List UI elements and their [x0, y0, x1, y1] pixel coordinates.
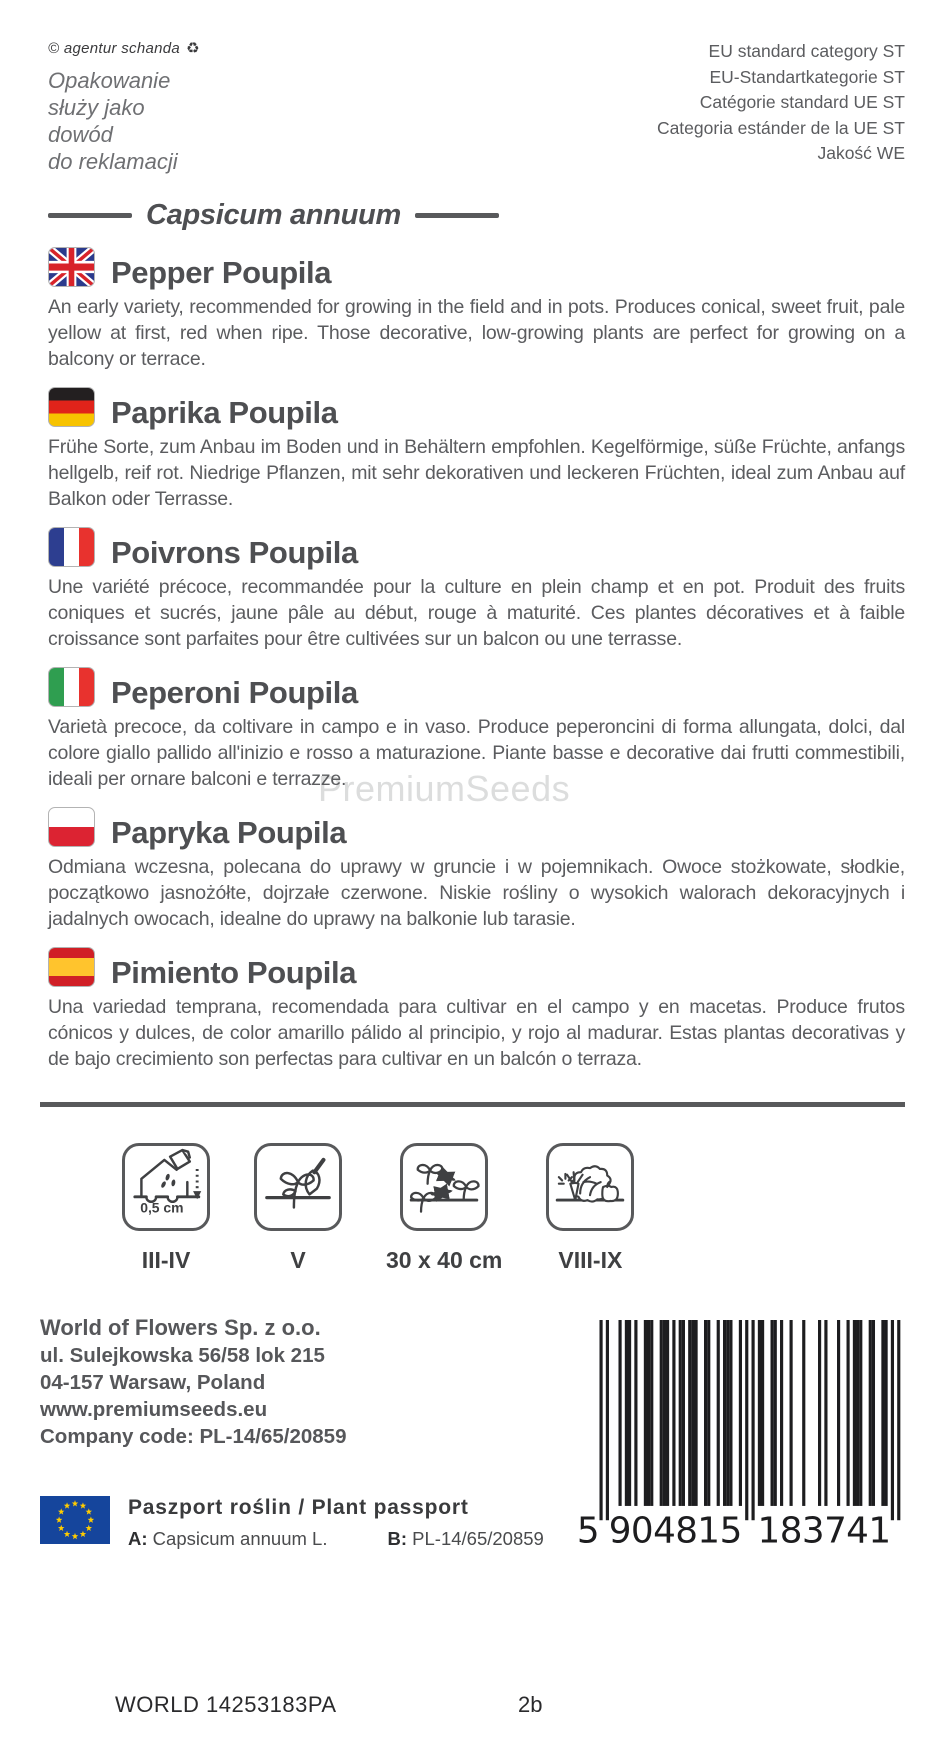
- section-divider: [40, 1102, 905, 1107]
- watermark: PremiumSeeds: [318, 768, 571, 809]
- svg-text:9: 9: [608, 1510, 632, 1552]
- variety-title-it: Peperoni Poupila: [111, 674, 358, 710]
- svg-text:1: 1: [697, 1510, 721, 1552]
- pictogram-spacing: [386, 1143, 502, 1274]
- species-name: Capsicum annuum: [146, 199, 401, 231]
- section-heading-row: [48, 947, 905, 990]
- ean13-barcode: [577, 1320, 907, 1565]
- species-header: [48, 199, 945, 232]
- bottom-block: [40, 1314, 907, 1565]
- company-website: www.premiumseeds.eu: [40, 1398, 268, 1421]
- uk-flag-icon: [48, 247, 95, 287]
- pictogram-harvest: [546, 1143, 634, 1274]
- pictogram-sowing: [122, 1143, 210, 1274]
- footer-batch-code: WORLD 14253183PA: [115, 1692, 337, 1717]
- passport-b: [387, 1528, 543, 1550]
- france-flag-icon: [48, 527, 95, 567]
- variety-description-es: Una variedad temprana, recomendada para cultivar en el campo y en macetas. Produce frutos cónicos y dulces, de color amarillo pálido al principio, y rojo al madurar. Estas plantas decorativas y de bajo crecimiento son perfectas para cultivar en un balcón o terraza.: [48, 996, 905, 1070]
- footer: [0, 1692, 945, 1722]
- spacing-value-label: 30 x 40 cm: [386, 1247, 503, 1273]
- variety-description-it: Varietà precoce, da coltivare in campo e in vaso. Produce peperoncini di forma allungata, dolci, dal colore giallo pallido all'inizio e rosso a maturazione. Piante basse e decorative dai frutti commestibili, ideali per ornare balconi e terrazze.: [48, 716, 905, 790]
- section-heading-row: [48, 667, 905, 710]
- variety-description-en: An early variety, recommended for growing in the field and in pots. Produces conical, sweet fruit, pale yellow at first, red when ripe. Those decorative, low-growing plants are perfect for growing on a balcony or terrace.: [48, 296, 905, 370]
- svg-text:4: 4: [653, 1510, 676, 1552]
- variety-description-de: Frühe Sorte, zum Anbau im Boden und in Behältern empfohlen. Kegelförmige, süße Früchte, anfangs hellgelb, reif rot. Niedrige Pflanzen, mit sehr dekorativen und leckeren Früchten, ideal zum Anbau auf Balkon oder Terrasse.: [48, 436, 905, 510]
- section-heading-row: [48, 387, 905, 430]
- claim-line: Opakowanie: [48, 68, 171, 93]
- eu-category-line: Categoria estánder de la UE ST: [656, 117, 905, 138]
- flower-photo-strip: [0, 0, 945, 27]
- variety-title-pl: Papryka Poupila: [111, 814, 347, 850]
- variety-title-fr: Poivrons Poupila: [111, 534, 358, 570]
- section-heading-row: [48, 527, 905, 570]
- passport-a: [128, 1528, 327, 1550]
- svg-text:7: 7: [824, 1510, 847, 1552]
- svg-text:5: 5: [719, 1510, 743, 1552]
- passport-b-label: B:: [387, 1528, 408, 1549]
- passport-text-block: [128, 1496, 544, 1550]
- section-english: [48, 247, 905, 372]
- germany-flag-icon: [48, 387, 95, 427]
- passport-values: [128, 1528, 544, 1550]
- svg-text:1: 1: [868, 1510, 892, 1552]
- variety-title-en: Pepper Poupila: [111, 254, 332, 290]
- top-left-block: [48, 39, 200, 175]
- variety-description-pl: Odmiana wczesna, polecana do uprawy w gruncie i w pojemnikach. Owoce stożkowate, słodkie, początkowo jasnożółte, dojrzałe czerwone. Niskie rośliny o wysokich walorach dekoracyjnych i jadalnych owocach, idealne do uprawy na balkonie lub tarasie.: [48, 856, 905, 930]
- italy-flag-icon: [48, 667, 95, 707]
- credit-line: [48, 39, 200, 57]
- header-dash-left: [48, 213, 132, 218]
- sowing-under-cover-icon: [122, 1143, 210, 1231]
- variety-title-es: Pimiento Poupila: [111, 954, 357, 990]
- top-info: [0, 27, 945, 175]
- company-info: [40, 1314, 577, 1450]
- harvest-icon: [546, 1143, 634, 1231]
- footer-page-code: 2b: [518, 1692, 543, 1717]
- spain-flag-icon: [48, 947, 95, 987]
- passport-b-value: PL-14/65/20859: [412, 1528, 544, 1549]
- svg-text:4: 4: [846, 1510, 869, 1552]
- section-heading-row: [48, 247, 905, 290]
- recycle-icon: ♻: [186, 40, 200, 57]
- poland-flag-icon: [48, 807, 95, 847]
- bottom-left-column: [40, 1314, 577, 1550]
- section-italian: [48, 667, 905, 792]
- variety-description-fr: Une variété précoce, recommandée pour la culture en plein champ et en pot. Produit des fruits coniques et sucrés, jaune pâle au début, rouge à maturité. Ces plantes décoratives et à faible croissance sont parfaites pour être cultivées sur un balcon ou une terrasse.: [48, 576, 905, 650]
- passport-title: Paszport roślin / Plant passport: [128, 1496, 469, 1519]
- spacing-icon: [400, 1143, 488, 1231]
- credit-text: © agentur schanda: [48, 40, 181, 57]
- eu-category-line: EU-Standartkategorie ST: [709, 66, 905, 87]
- plant-passport: [40, 1496, 577, 1550]
- transplanting-icon: [254, 1143, 342, 1231]
- section-french: [48, 527, 905, 652]
- eu-category-line: Catégorie standard UE ST: [699, 92, 905, 112]
- svg-text:3: 3: [801, 1510, 825, 1552]
- packaging-claim-note: [48, 67, 200, 175]
- eu-category-line: Jakość WE: [817, 143, 905, 163]
- pictogram-row: [122, 1143, 945, 1274]
- eu-category-line: EU standard category ST: [708, 41, 905, 61]
- section-polish: [48, 807, 905, 932]
- svg-text:0: 0: [630, 1510, 654, 1552]
- claim-line: do reklamacji: [48, 149, 178, 174]
- variety-title-de: Paprika Poupila: [111, 394, 338, 430]
- sowing-depth-label: 0,5 cm: [140, 1199, 184, 1216]
- company-code: Company code: PL-14/65/20859: [40, 1425, 347, 1448]
- sowing-months-label: III-IV: [141, 1247, 191, 1273]
- svg-text:5: 5: [577, 1510, 600, 1552]
- transplanting-month-label: V: [290, 1247, 306, 1273]
- pictogram-transplanting: [254, 1143, 342, 1274]
- header-dash-right: [415, 213, 499, 218]
- company-address-line: ul. Sulejkowska 56/58 lok 215: [40, 1344, 325, 1367]
- eu-flag-icon: [40, 1496, 110, 1544]
- svg-text:8: 8: [675, 1510, 699, 1552]
- svg-text:1: 1: [757, 1510, 781, 1552]
- claim-line: dowód: [48, 122, 113, 147]
- claim-line: służy jako: [48, 95, 145, 120]
- company-address-line: 04-157 Warsaw, Poland: [40, 1371, 266, 1394]
- svg-text:8: 8: [779, 1510, 803, 1552]
- passport-a-value: Capsicum annuum L.: [152, 1528, 328, 1549]
- harvest-months-label: VIII-IX: [558, 1247, 623, 1273]
- passport-a-label: A:: [128, 1528, 148, 1549]
- section-heading-row: [48, 807, 905, 850]
- eu-category-block: [657, 39, 905, 175]
- company-name: World of Flowers Sp. z o.o.: [40, 1315, 321, 1340]
- section-german: [48, 387, 905, 512]
- section-spanish: [48, 947, 905, 1072]
